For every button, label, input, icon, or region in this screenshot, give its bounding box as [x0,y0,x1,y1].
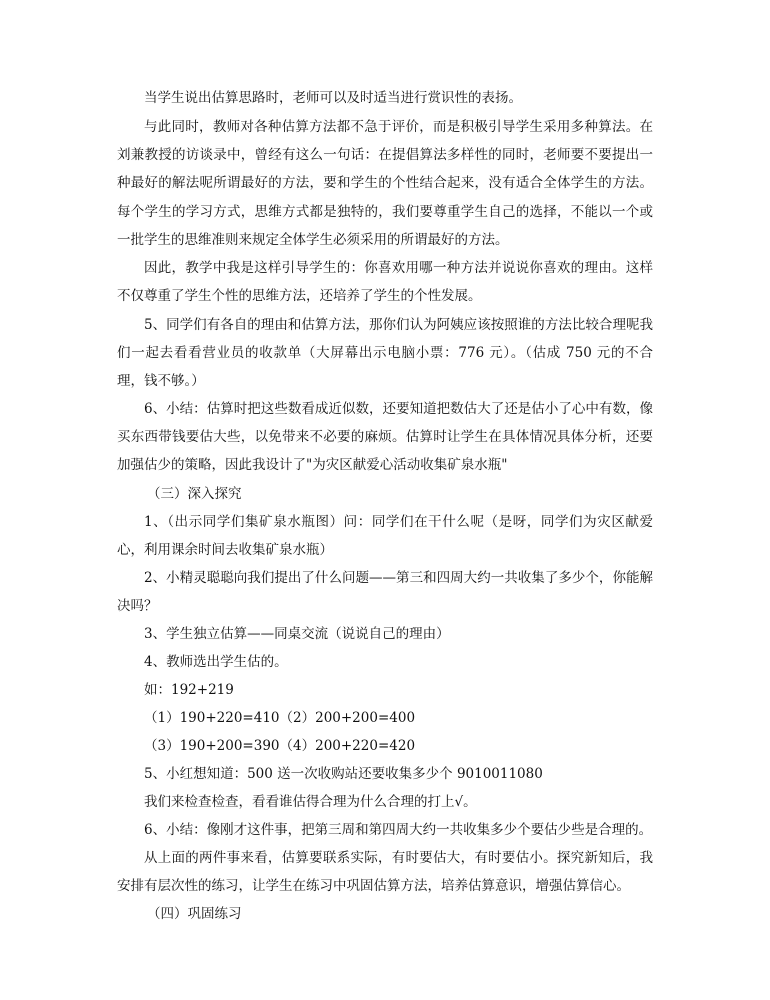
paragraph-guiding-students: 因此，教学中我是这样引导学生的：你喜欢用哪一种方法并说说你喜欢的理由。这样不仅尊重了学生个性的思维方法，还培养了学生的个性发展。 [117,260,653,305]
paragraph-explore-5: 5、小红想知道：500 送一次收购站还要收集多少个 9010011080 [144,766,543,782]
paragraph-step-5-receipt: 5、同学们有各自的理由和估算方法，那你们认为阿姨应该按照谁的方法比较合理呢我们一起去看看营业员的收款单（大屏幕出示电脑小票：776 元）。（估成 750 元的不合理，钱不够。） [117,317,653,390]
paragraph-explore-2: 2、小精灵聪聪向我们提出了什么问题——第三和四周大约一共收集了多少个，你能解决吗？ [117,570,653,615]
paragraph-algorithm-diversity: 与此同时，教师对各种估算方法都不急于评价，而是积极引导学生采用多种算法。在刘兼教授的访谈录中，曾经有这么一句话：在提倡算法多样性的同时，老师要不要提出一种最好的解法呢所谓最好的方法，要和学生的个性结合起来，没有适合全体学生的方法。每个学生的学习方式，思维方式都是独特的，我们要尊重学生自己的选择，不能以一个或一批学生的思维准则来规定全体学生必须采用的所谓最好的方法。 [117,119,653,248]
paragraph-conclusion: 从上面的两件事来看，估算要联系实际，有时要估大，有时要估小。探究新知后，我安排有层次性的练习，让学生在练习中巩固估算方法，培养估算意识，增强估算信心。 [117,850,653,895]
paragraph-check: 我们来检查检查，看看谁估得合理为什么合理的打上√。 [144,794,477,810]
paragraph-explore-6-summary: 6、小结：像刚才这件事，把第三周和第四周大约一共收集多少个要估少些是合理的。 [144,822,653,838]
paragraph-explore-4: 4、教师选出学生估的。 [144,654,288,670]
paragraph-praise: 当学生说出估算思路时，老师可以及时适当进行赏识性的表扬。 [144,90,522,106]
section-heading-practice: （四）巩固练习 [147,906,242,922]
paragraph-explore-3: 3、学生独立估算——同桌交流（说说自己的理由） [144,626,450,642]
paragraph-estimates-3-4: （3）190+200=390（4）200+220=420 [144,738,416,754]
paragraph-step-6-summary: 6、小结：估算时把这些数看成近似数，还要知道把数估大了还是估小了心中有数，像买东西带钱要估大些，以免带来不必要的麻烦。估算时让学生在具体情况具体分析，还要加强估少的策略，因此我设计了"为灾区献爱心活动收集矿泉水瓶" [117,401,653,474]
paragraph-estimates-1-2: （1）190+220=410（2）200+200=400 [144,710,416,726]
paragraph-explore-1: 1、（出示同学们集矿泉水瓶图）问：同学们在干什么呢（是呀，同学们为灾区献爱心，利用课余时间去收集矿泉水瓶） [117,514,653,559]
section-heading-explore: （三）深入探究 [147,486,242,502]
paragraph-example: 如：192+219 [144,682,234,698]
